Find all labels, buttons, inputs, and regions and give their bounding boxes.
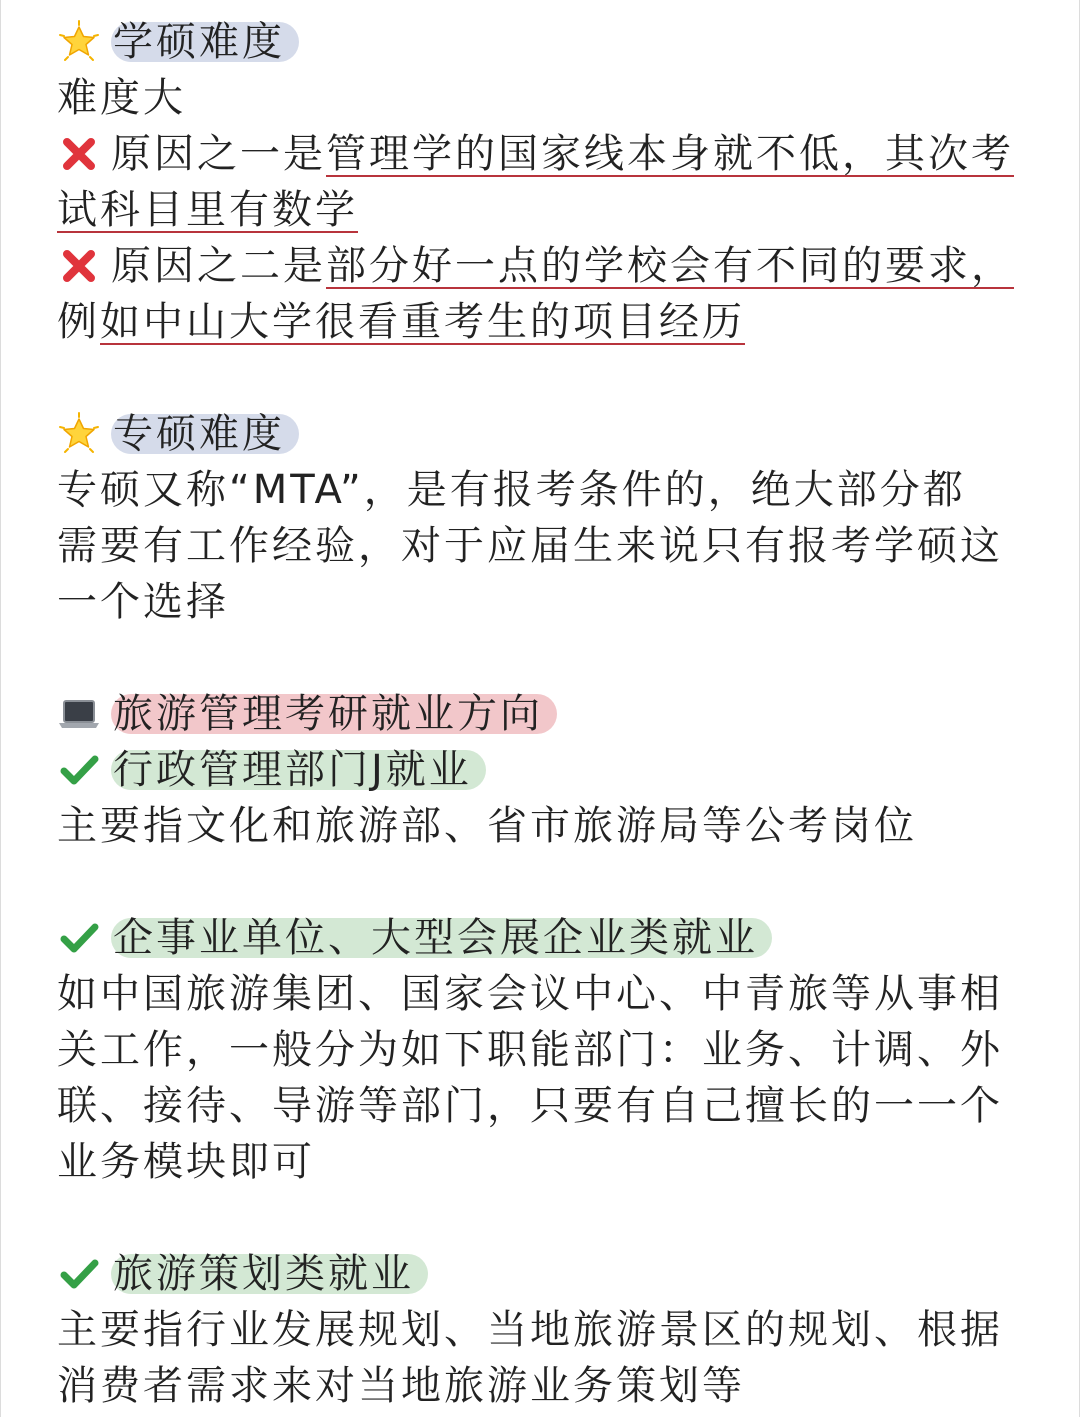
section-title: 旅游管理考研就业方向 — [111, 694, 557, 734]
check-icon — [57, 916, 101, 960]
paragraph-line — [57, 1134, 1079, 1190]
star-icon — [57, 412, 101, 456]
paragraph-line — [57, 462, 1079, 518]
laptop-icon — [57, 692, 101, 736]
paragraph-line — [57, 1302, 1079, 1358]
section-heading-career — [57, 686, 1079, 742]
reason-underlined-text: 试科目里有数学 — [57, 187, 358, 233]
section-heading-professional — [57, 406, 1079, 462]
career-item-title: 旅游策划类就业 — [111, 1254, 428, 1294]
paragraph-text: 一个选择 — [57, 579, 229, 625]
career-item-title: 行政管理部门J就业 — [111, 750, 486, 790]
reason-underlined-text: 部分好一点的学校会有不同的要求， — [326, 243, 1014, 289]
star-icon — [57, 20, 101, 64]
reason-item — [57, 126, 1079, 182]
reason-text: 例 — [57, 299, 100, 345]
reason-text: 原因之二是 — [111, 243, 326, 289]
check-icon — [57, 1252, 101, 1296]
paragraph-line — [57, 1022, 1079, 1078]
section-title: 学硕难度 — [111, 22, 299, 62]
paragraph-line — [57, 1358, 1079, 1414]
paragraph-text: 如中国旅游集团、国家会议中心、中青旅等从事相 — [57, 971, 1003, 1017]
summary-text: 难度大 — [57, 75, 186, 121]
paragraph-text: 专硕又称“MTA”，是有报考条件的，绝大部分都 — [57, 467, 966, 513]
section-spacer — [57, 854, 1079, 910]
paragraph-text: 业务模块即可 — [57, 1139, 315, 1185]
paragraph-line — [57, 574, 1079, 630]
paragraph-line — [57, 966, 1079, 1022]
reason-text: 原因之一是 — [111, 131, 326, 177]
reason-continuation — [57, 294, 1079, 350]
paragraph-line — [57, 798, 1079, 854]
reason-continuation — [57, 182, 1079, 238]
career-item-heading — [57, 742, 1079, 798]
reason-underlined-text: 管理学的国家线本身就不低，其次考 — [326, 131, 1014, 177]
check-icon — [57, 748, 101, 792]
cross-icon — [57, 244, 101, 288]
section-spacer — [57, 1190, 1079, 1246]
section-heading-academic — [57, 14, 1079, 70]
paragraph-line — [57, 1078, 1079, 1134]
cross-icon — [57, 132, 101, 176]
career-item-heading — [57, 910, 1079, 966]
paragraph-line — [57, 518, 1079, 574]
reason-item — [57, 238, 1079, 294]
reason-underlined-text: 如中山大学很看重考生的项目经历 — [100, 299, 745, 345]
section-title: 专硕难度 — [111, 414, 299, 454]
paragraph-text: 主要指行业发展规划、当地旅游景区的规划、根据 — [57, 1307, 1003, 1353]
paragraph-text: 联、接待、导游等部门，只要有自己擅长的一一个 — [57, 1083, 1003, 1129]
paragraph-text: 消费者需求来对当地旅游业务策划等 — [57, 1363, 745, 1409]
section-spacer — [57, 630, 1079, 686]
paragraph-text: 关工作，一般分为如下职能部门：业务、计调、外 — [57, 1027, 1003, 1073]
career-item-heading — [57, 1246, 1079, 1302]
difficulty-summary — [57, 70, 1079, 126]
career-item-title: 企事业单位、大型会展企业类就业 — [111, 918, 772, 958]
section-spacer — [57, 350, 1079, 406]
paragraph-text: 主要指文化和旅游部、省市旅游局等公考岗位 — [57, 803, 917, 849]
paragraph-text: 需要有工作经验，对于应届生来说只有报考学硕这 — [57, 523, 1003, 569]
